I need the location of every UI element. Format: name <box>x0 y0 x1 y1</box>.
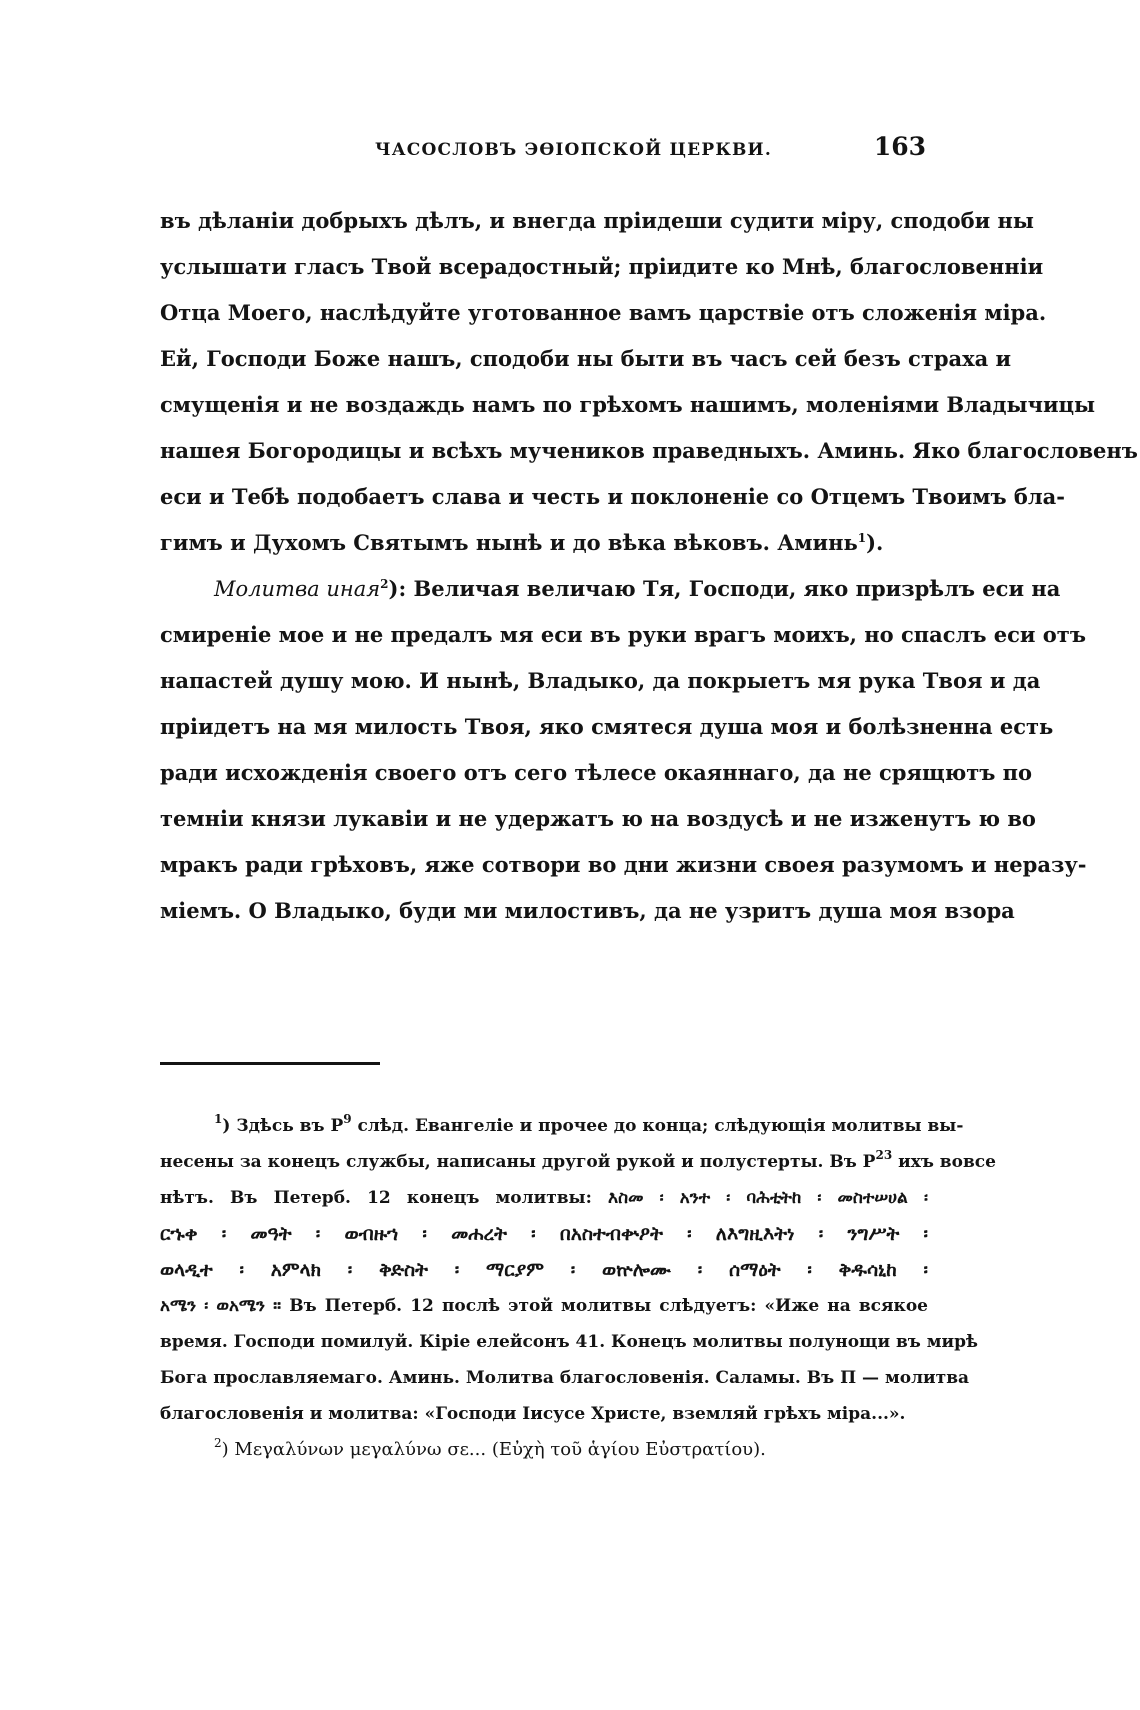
text-run: нѣтъ. Въ Петерб. 12 конецъ молитвы: <box>160 1188 609 1208</box>
page-number: 163 <box>873 132 926 161</box>
text-line: темніи князи лукавіи и не удержатъ ю на воздусѣ и не изженутъ ю во <box>160 806 1036 831</box>
prayer-heading: Молитва иная <box>214 577 381 601</box>
footnote-line: Бога прославляемаго. Аминь. Молитва благословенія. Саламы. Въ П — молитва <box>160 1368 970 1388</box>
footnote-ref: 1 <box>857 531 867 545</box>
ethiopic-text: እስመ ፡ አንተ ፡ ባሕቲትከ ፡ መስተሠሀል ፡ <box>608 1188 928 1208</box>
footnote-ref: 2 <box>380 577 389 591</box>
text-run: гимъ и Духомъ Святымъ нынѣ и до вѣка вѣковъ. Аминь <box>160 530 858 555</box>
text-run: Въ Петерб. 12 послѣ этой молитвы слѣдуетъ: «Иже на всякое <box>289 1296 928 1316</box>
ethiopic-line: ርኁቀ ፡ መዓት ፡ ወብዙኀ ፡ መሐረት ፡ በአስተብቍዖት ፡ ለእግዚእትነ ፡ ንግሥት ፡ <box>160 1223 928 1245</box>
text-line: ради исхожденія своего отъ сего тѣлесе окаяннаго, да не срящютъ по <box>160 760 1033 785</box>
text-line: услышати гласъ Твой всерадостный; пріидите ко Мнѣ, благословенніи <box>160 254 1044 279</box>
text-line <box>160 520 928 566</box>
ethiopic-text: አሜን ፡ ወአሜን ። <box>160 1296 290 1316</box>
text-line: еси и Тебѣ подобаетъ слава и честь и поклоненіе со Отцемъ Твоимъ бла- <box>160 484 1066 509</box>
text-run: ): Величая величаю Тя, Господи, яко призрѣлъ еси на <box>388 576 1061 601</box>
manuscript-sup: 23 <box>875 1148 893 1162</box>
footnote-line <box>160 1432 928 1468</box>
text-line: пріидетъ на мя милость Твоя, яко смятеся душа моя и болѣзненна есть <box>160 714 1054 739</box>
text-run: слѣд. Евангеліе и прочее до конца; слѣдующія молитвы вы- <box>351 1116 964 1136</box>
footnote-line <box>160 1180 928 1216</box>
text-line: Ей, Господи Боже нашъ, сподоби ны быти въ часъ сей безъ страха и <box>160 346 1012 371</box>
footnote-line <box>160 1108 964 1144</box>
text-line: смущенія и не воздаждь намъ по грѣхомъ нашимъ, моленіями Владычицы <box>160 392 1096 417</box>
manuscript-sup: 9 <box>343 1112 352 1126</box>
footnote-line: благословенія и молитва: «Господи Іисусе Христе, вземляй грѣхъ міра...». <box>160 1404 906 1424</box>
footnote-line <box>160 1144 996 1180</box>
footnote-mark: 2 <box>214 1436 222 1450</box>
text-line: Отца Моего, наслѣдуйте уготованное вамъ царствіе отъ сложенія міра. <box>160 300 1047 325</box>
ethiopic-line: ወላዲተ ፡ አምላክ ፡ ቅድስት ፡ ማርያም ፡ ወኵሎሙ ፡ ሰማዕት ፡ ቅዱሳኒከ ፡ <box>160 1259 928 1281</box>
page-header <box>160 132 928 176</box>
footnote-line <box>160 1288 928 1324</box>
text-run: несены за конецъ службы, написаны другой рукой и полустерты. Въ Р <box>160 1152 876 1172</box>
text-run: ихъ вовсе <box>892 1152 996 1172</box>
greek-text: ) Μεγαλύνων μεγαλύνω σε... (Εὐχὴ τοῦ ἁγίου Εὐστρατίου). <box>221 1439 766 1460</box>
text-line: мракъ ради грѣховъ, яже сотвори во дни жизни своея разумомъ и неразу- <box>160 852 1087 877</box>
main-text <box>160 198 1138 934</box>
text-line: въ дѣланіи добрыхъ дѣлъ, и внегда пріидеши судити міру, сподоби ны <box>160 208 1034 233</box>
text-run: ) Здѣсь въ Р <box>222 1116 344 1136</box>
text-run: ). <box>866 530 884 555</box>
text-line: напастей душу мою. И нынѣ, Владыко, да покрыетъ мя рука Твоя и да <box>160 668 1041 693</box>
running-title: ЧАСОСЛОВЪ ЭѲІОПСКОЙ ЦЕРКВИ. <box>375 140 772 160</box>
text-line: смиреніе мое и не предалъ мя еси въ руки врагъ моихъ, но спаслъ еси отъ <box>160 622 1086 647</box>
footnotes <box>160 1108 996 1468</box>
text-line <box>160 566 1061 612</box>
text-line: міемъ. О Владыко, буди ми милостивъ, да не узритъ душа моя взора <box>160 898 1015 923</box>
text-line: нашея Богородицы и всѣхъ мучеников праведныхъ. Аминь. Яко благословенъ <box>160 438 1138 463</box>
footnote-divider <box>160 1062 380 1065</box>
footnote-line: время. Господи помилуй. Кіріе елейсонъ 41. Конецъ молитвы полунощи въ мирѣ <box>160 1332 978 1352</box>
footnote-mark: 1 <box>214 1112 223 1126</box>
